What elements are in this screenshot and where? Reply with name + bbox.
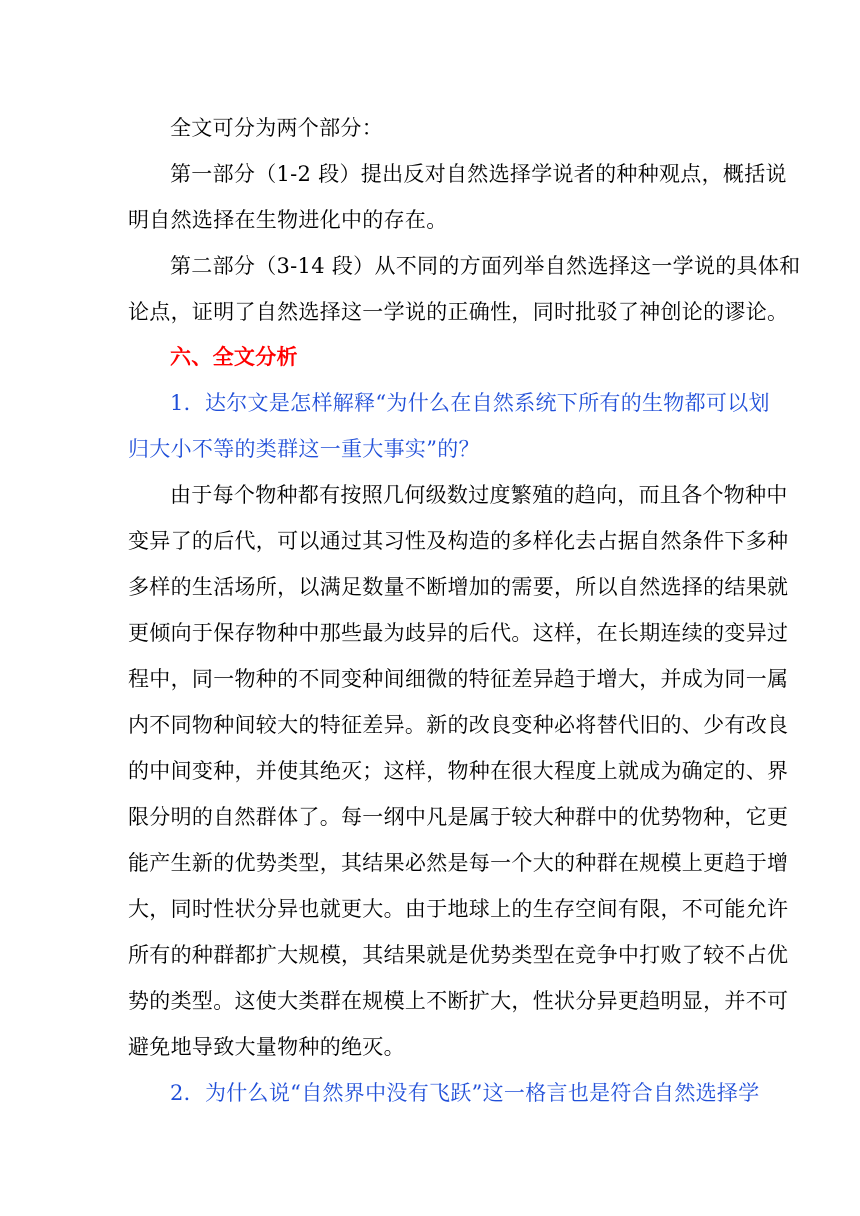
answer-line-11: 所有的种群都扩大规模，其结果就是优势类型在竞争中打败了较不占优 bbox=[128, 943, 789, 967]
question-one-line-2: 归大小不等的类群这一重大事实”的？ bbox=[128, 437, 480, 461]
answer-line-3: 多样的生活场所，以满足数量不断增加的需要，所以自然选择的结果就 bbox=[128, 575, 789, 599]
answer-line-13: 避免地导致大量物种的绝灭。 bbox=[128, 1035, 405, 1059]
answer-line-2: 变异了的后代，可以通过其习性及构造的多样化去占据自然条件下多种 bbox=[128, 529, 789, 553]
question-one-line-1: 1．达尔文是怎样解释“为什么在自然系统下所有的生物都可以划 bbox=[170, 391, 770, 415]
answer-line-1: 由于每个物种都有按照几何级数过度繁殖的趋向，而且各个物种中 bbox=[170, 483, 788, 507]
answer-line-10: 大，同时性状分异也就更大。由于地球上的生存空间有限，不可能允许 bbox=[128, 897, 789, 921]
answer-line-7: 的中间变种，并使其绝灭；这样，物种在很大程度上就成为确定的、界 bbox=[128, 759, 789, 783]
answer-line-4: 更倾向于保存物种中那些最为歧异的后代。这样，在长期连续的变异过 bbox=[128, 621, 789, 645]
answer-line-6: 内不同物种间较大的特征差异。新的改良变种必将替代旧的、少有改良 bbox=[128, 713, 789, 737]
answer-line-8: 限分明的自然群体了。每一纲中凡是属于较大种群中的优势物种，它更 bbox=[128, 805, 789, 829]
intro-line: 全文可分为两个部分： bbox=[170, 116, 383, 140]
answer-line-9: 能产生新的优势类型，其结果必然是每一个大的种群在规模上更趋于增 bbox=[128, 851, 789, 875]
part-one-line-2: 明自然选择在生物进化中的存在。 bbox=[128, 208, 448, 232]
part-two-line-2: 论点，证明了自然选择这一学说的正确性，同时批驳了神创论的谬论。 bbox=[128, 300, 789, 324]
answer-line-12: 势的类型。这使大类群在规模上不断扩大，性状分异更趋明显，并不可 bbox=[128, 989, 789, 1013]
part-two-line-1: 第二部分（3-14 段）从不同的方面列举自然选择这一学说的具体和 bbox=[170, 254, 801, 278]
answer-line-5: 程中，同一物种的不同变种间细微的特征差异趋于增大，并成为同一属 bbox=[128, 667, 789, 691]
section-heading: 六、全文分析 bbox=[170, 344, 298, 369]
part-one-line-1: 第一部分（1-2 段）提出反对自然选择学说者的种种观点，概括说 bbox=[170, 162, 787, 186]
question-two-line-1: 2．为什么说“自然界中没有飞跃”这一格言也是符合自然选择学 bbox=[170, 1081, 760, 1105]
